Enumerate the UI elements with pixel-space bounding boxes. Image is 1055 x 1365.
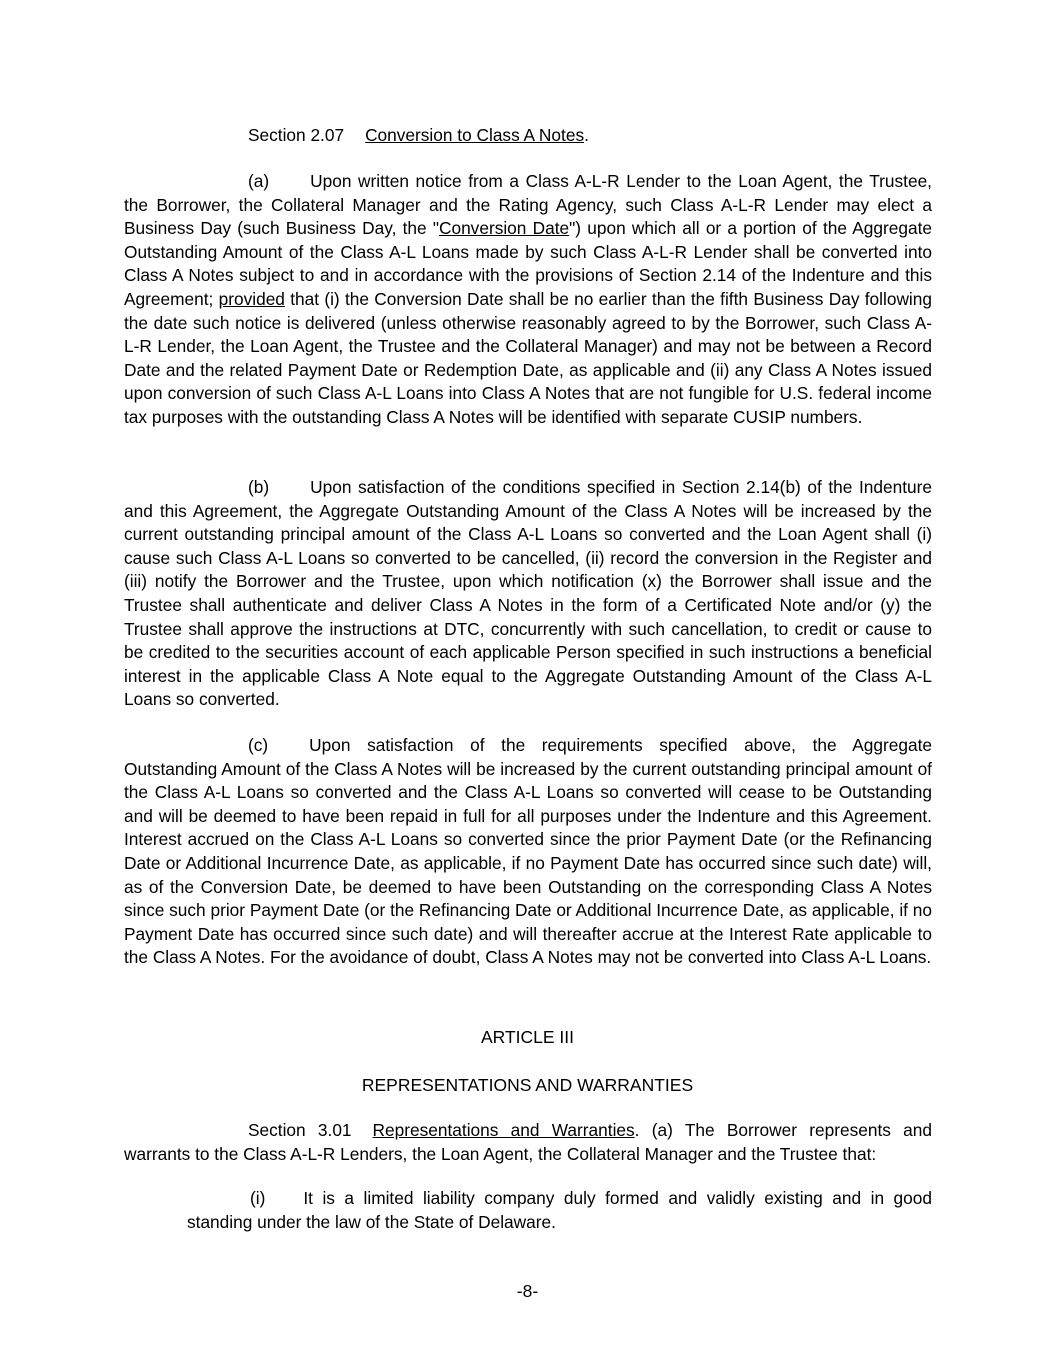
item-label: (i) — [250, 1188, 266, 1208]
article-number: ARTICLE III — [480, 1027, 575, 1047]
section-title: Conversion to Class A Notes — [365, 125, 585, 145]
paragraph-label: (a) — [248, 171, 270, 191]
paragraph-c: (c) Upon satisfaction of the requirements specified above, the Aggregate Outstanding Amount of the Class A Notes will be increased by the current outstanding principal amount of the Class A-L Loans so converted and the Class A-L Loans so converted will cease to be Outstanding and will be deemed to have been repaid in full for all purposes under the Indenture and this Agreement. Interest accrued on the Class A-L Loans so converted since the prior Payment Date (or the Refinancing Date or Additional Incurrence Date, as applicable, if no Payment Date has occurred since such date) will, as of the Conversion Date, be deemed to have been Outstanding on the corresponding Class A Notes since such prior Payment Date (or the Refinancing Date or Additional Incurrence Date, as applicable, if no Payment Date has occurred since such date) and will thereafter accrue at the Interest Rate applicable to the Class A Notes. For the avoidance of doubt, Class A Notes may not be converted into Class A-L Loans. — [124, 735, 932, 968]
section-number: Section 2.07 — [248, 125, 345, 145]
defined-term: Conversion Date — [438, 218, 570, 239]
section-number: Section 3.01 — [248, 1120, 352, 1140]
section-3-01: Section 3.01 Representations and Warranties. (a) The Borrower represents and warrants to the Class A-L-R Lenders, the Loan Agent, the Collateral Manager and the Trustee that: — [124, 1120, 932, 1164]
section-2-07-heading: Section 2.07 Conversion to Class A Notes. — [248, 125, 589, 145]
paragraph-b: (b) Upon satisfaction of the conditions specified in Section 2.14(b) of the Indenture and this Agreement, the Aggregate Outstanding Amount of the Class A Notes will be increased by the current outstanding principal amount of the Class A-L Loans so converted and the Loan Agent shall (i) cause such Class A-L Loans so converted to be cancelled, (ii) record the conversion in the Register and (iii) notify the Borrower and the Trustee, upon which notification (x) the Borrower shall issue and the Trustee shall authenticate and deliver Class A Notes in the form of a Certificated Note and/or (y) the Trustee shall approve the instructions at DTC, concurrently with such cancellation, to credit or cause to be credited to the securities account of each applicable Person specified in such instructions a beneficial interest in the applicable Class A Note equal to the Aggregate Outstanding Amount of the Class A-L Loans so converted. — [124, 477, 932, 710]
article-title: REPRESENTATIONS AND WARRANTIES — [361, 1075, 694, 1095]
paragraph-label: (b) — [248, 477, 270, 497]
section-title: Representations and Warranties — [372, 1120, 635, 1140]
paragraph-a: (a) Upon written notice from a Class A-L-R Lender to the Loan Agent, the Trustee, the Borrower, the Collateral Manager and the Rating Agency, such Class A-L-R Lender may elect a Business Day (such Business Day, the "Conversion Date") upon which all or a portion of the Aggregate Outstanding Amount of the Class A-L Loans made by such Class A-L-R Lender shall be converted into Class A Notes subject to and in accordance with the provisions of Section 2.14 of the Indenture and this Agreement; provided that (i) the Conversion Date shall be no earlier than the fifth Business Day following the date such notice is delivered (unless otherwise reasonably agreed to by the Borrower, such Class A-L-R Lender, the Loan Agent, the Trustee and the Collateral Manager) and may not be between a Record Date and the related Payment Date or Redemption Date, as applicable and (ii) any Class A Notes issued upon conversion of such Class A-L Loans into Class A Notes that are not fungible for U.S. federal income tax purposes with the outstanding Class A Notes will be identified with separate CUSIP numbers. — [124, 171, 932, 427]
paragraph-label: (c) — [248, 735, 269, 755]
page-number: -8- — [516, 1281, 539, 1301]
proviso: provided — [218, 288, 285, 309]
item-i: (i) It is a limited liability company duly formed and validly existing and in good standing under the law of the State of Delaware. — [187, 1188, 932, 1232]
